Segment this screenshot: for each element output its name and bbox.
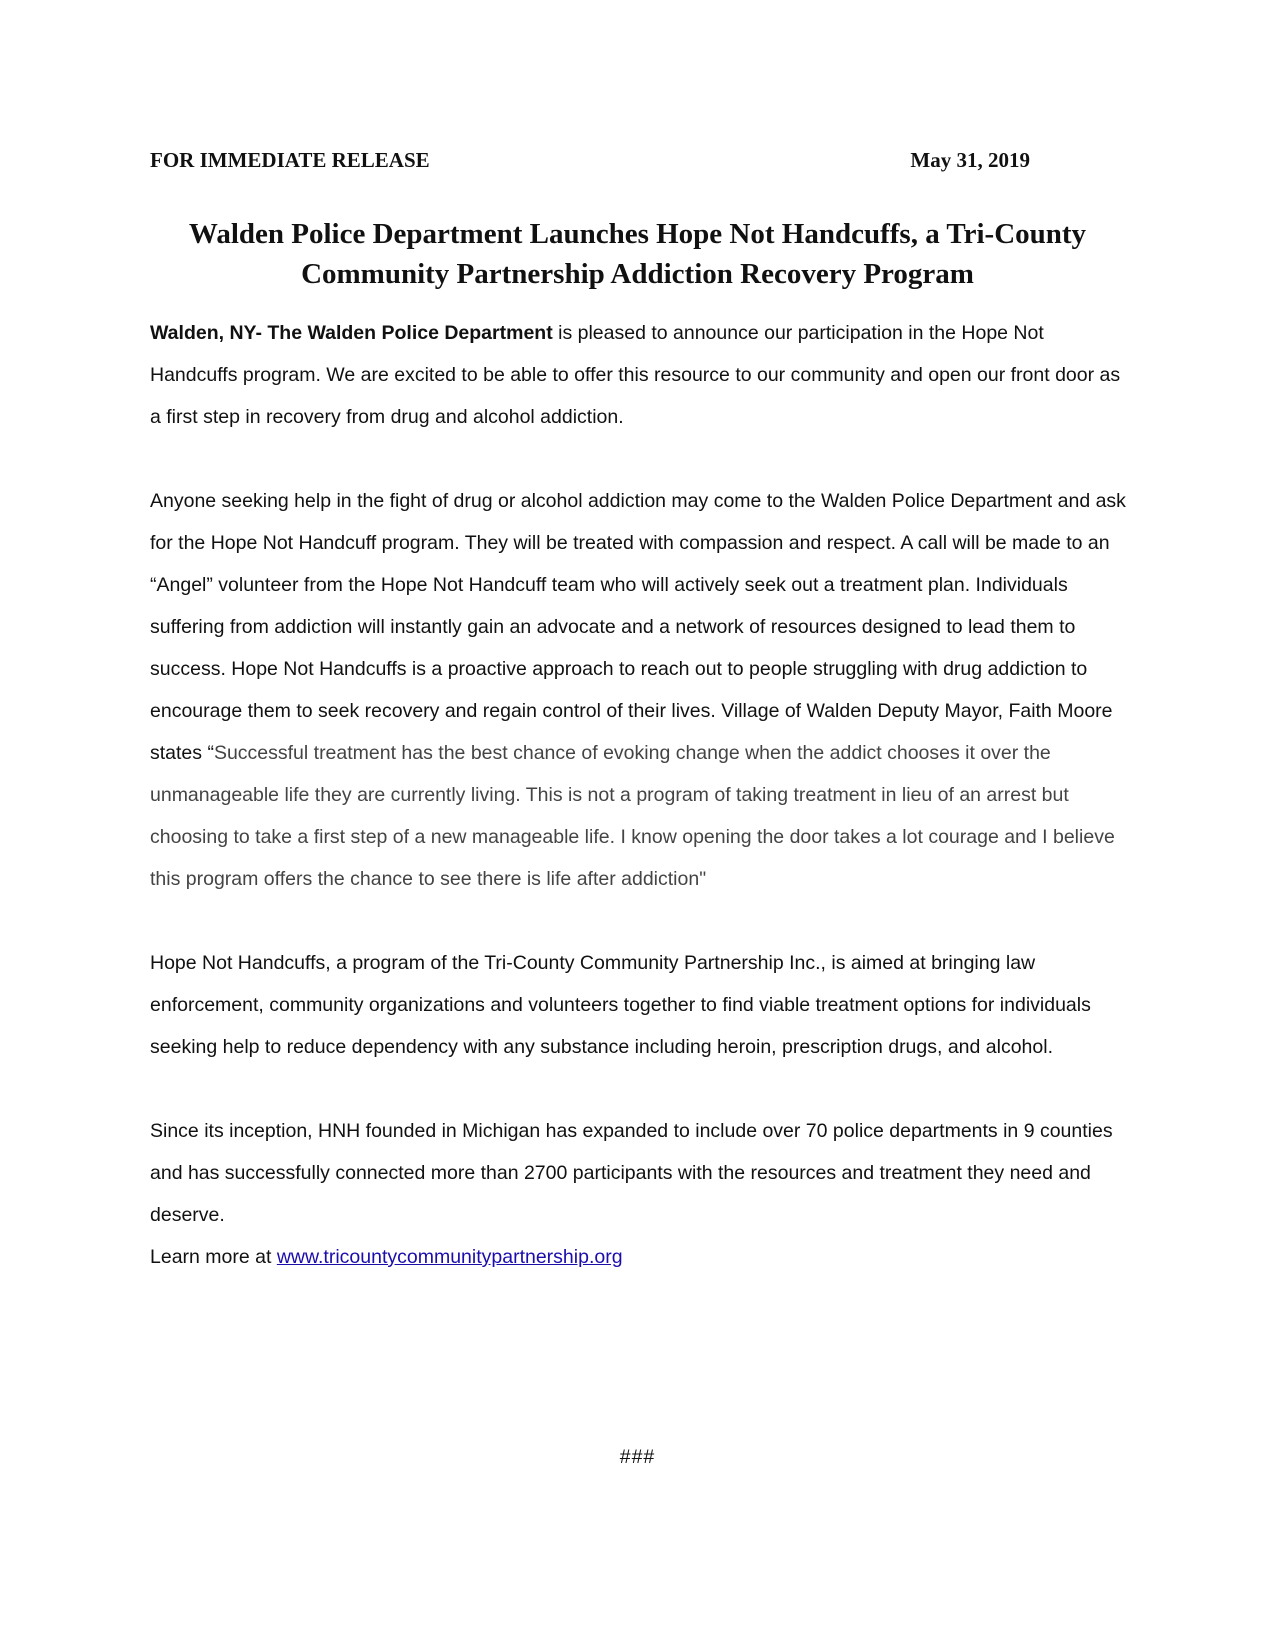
mayor-quote: Successful treatment has the best chance of evoking change when the addict chooses it over the unmanageable life they are currently living. This is not a program of taking treatment in lieu of an arrest but choosing to take a first step of a new manageable life. I know opening the door takes a lot courage and I believe this program offers the chance to see there is life after addiction": [150, 742, 1115, 890]
headline: Walden Police Department Launches Hope Not Handcuffs, a Tri-County Community Partnership Addiction Recovery Program: [188, 218, 1087, 290]
about-text: Hope Not Handcuffs, a program of the Tri-County Community Partnership Inc., is aimed at bringing law enforcement, community organizations and volunteers together to find viable treatment options for individuals seeking help to reduce dependency with any substance including heroin, prescription drugs, and alcohol.: [150, 952, 1091, 1058]
end-mark: ###: [619, 1446, 656, 1468]
learn-more-label: Learn more at: [150, 1246, 277, 1268]
paragraph-about: [150, 942, 1135, 1068]
website-link[interactable]: www.tricountycommunitypartnership.org: [276, 1246, 623, 1268]
release-header: [150, 148, 1030, 178]
dateline: Walden, NY- The Walden Police Department: [150, 322, 553, 344]
paragraph-intro: [150, 312, 1135, 438]
release-label: FOR IMMEDIATE RELEASE: [150, 148, 430, 172]
intro-text: is pleased to announce our participation in the Hope Not Handcuffs program. We are excited to be able to offer this resource to our community and open our front door as a first step in recovery from drug and alcohol addiction.: [150, 322, 1121, 428]
learn-more-line: [150, 1236, 1135, 1278]
article-body: [150, 312, 1135, 1278]
paragraph-program: [150, 480, 1135, 900]
paragraph-stats: [150, 1110, 1135, 1236]
stats-text: Since its inception, HNH founded in Michigan has expanded to include over 70 police departments in 9 counties and has successfully connected more than 2700 participants with the resources and treatment they need and deserve.: [150, 1120, 1113, 1226]
release-date: May 31, 2019: [910, 148, 1030, 172]
program-text: Anyone seeking help in the fight of drug or alcohol addiction may come to the Walden Police Department and ask for the Hope Not Handcuff program. They will be treated with compassion and respect. A call will be made to an “Angel” volunteer from the Hope Not Handcuff team who will actively seek out a treatment plan. Individuals suffering from addiction will instantly gain an advocate and a network of resources designed to lead them to success. Hope Not Handcuffs is a proactive approach to reach out to people struggling with drug addiction to encourage them to seek recovery and regain control of their lives. Village of Walden Deputy Mayor, Faith Moore states “: [150, 490, 1126, 764]
